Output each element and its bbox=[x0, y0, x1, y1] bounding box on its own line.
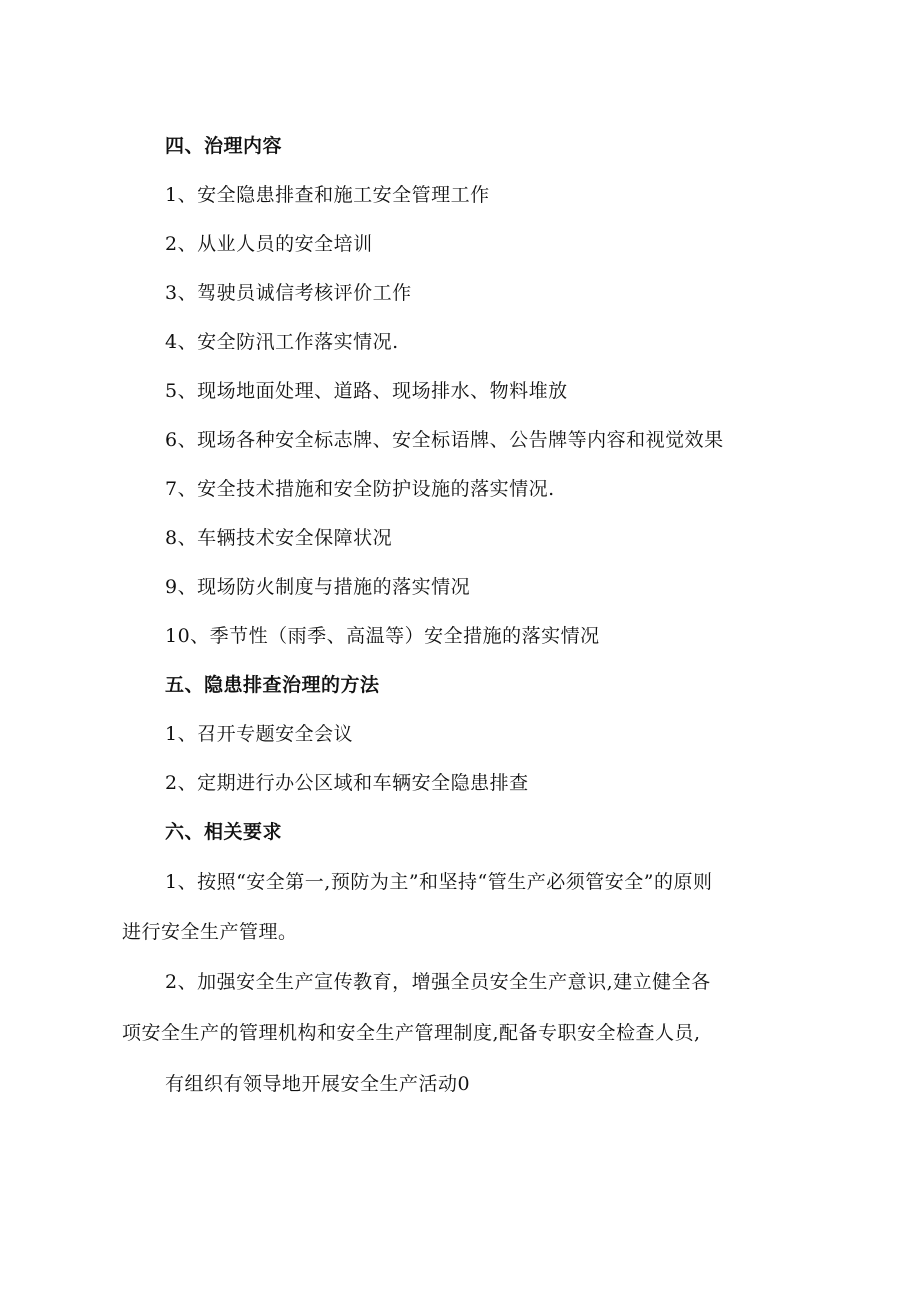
list-item: 3、驾驶员诚信考核评价工作 bbox=[165, 282, 412, 304]
section-heading-governance-content: 四、治理内容 bbox=[165, 135, 283, 157]
paragraph-line: 2、加强安全生产宣传教育，增强全员安全生产意识,建立健全各 bbox=[165, 971, 711, 993]
paragraph-line: 进行安全生产管理。 bbox=[122, 921, 298, 943]
list-item: 6、现场各种安全标志牌、安全标语牌、公告牌等内容和视觉效果 bbox=[165, 429, 724, 451]
list-item: 2、定期进行办公区域和车辆安全隐患排查 bbox=[165, 772, 529, 794]
list-item: 1、召开专题安全会议 bbox=[165, 723, 354, 745]
list-item: 8、车辆技术安全保障状况 bbox=[165, 527, 393, 549]
paragraph-line: 1、按照“安全第一,预防为主”和坚持“管生产必须管安全”的原则 bbox=[165, 871, 713, 893]
section-heading-inspection-methods: 五、隐患排查治理的方法 bbox=[165, 674, 380, 696]
paragraph-line: 有组织有领导地开展安全生产活动0 bbox=[165, 1073, 471, 1095]
list-item: 9、现场防火制度与措施的落实情况 bbox=[165, 576, 471, 598]
list-item: 10、季节性（雨季、高温等）安全措施的落实情况 bbox=[165, 625, 600, 647]
list-item: 5、现场地面处理、道路、现场排水、物料堆放 bbox=[165, 380, 568, 402]
list-item: 7、安全技术措施和安全防护设施的落实情况. bbox=[165, 478, 555, 500]
list-item: 4、安全防汛工作落实情况. bbox=[165, 331, 399, 353]
paragraph-line: 项安全生产的管理机构和安全生产管理制度,配备专职安全检查人员, bbox=[122, 1022, 701, 1044]
list-item: 1、安全隐患排查和施工安全管理工作 bbox=[165, 184, 490, 206]
section-heading-requirements: 六、相关要求 bbox=[165, 821, 283, 843]
list-item: 2、从业人员的安全培训 bbox=[165, 233, 373, 255]
